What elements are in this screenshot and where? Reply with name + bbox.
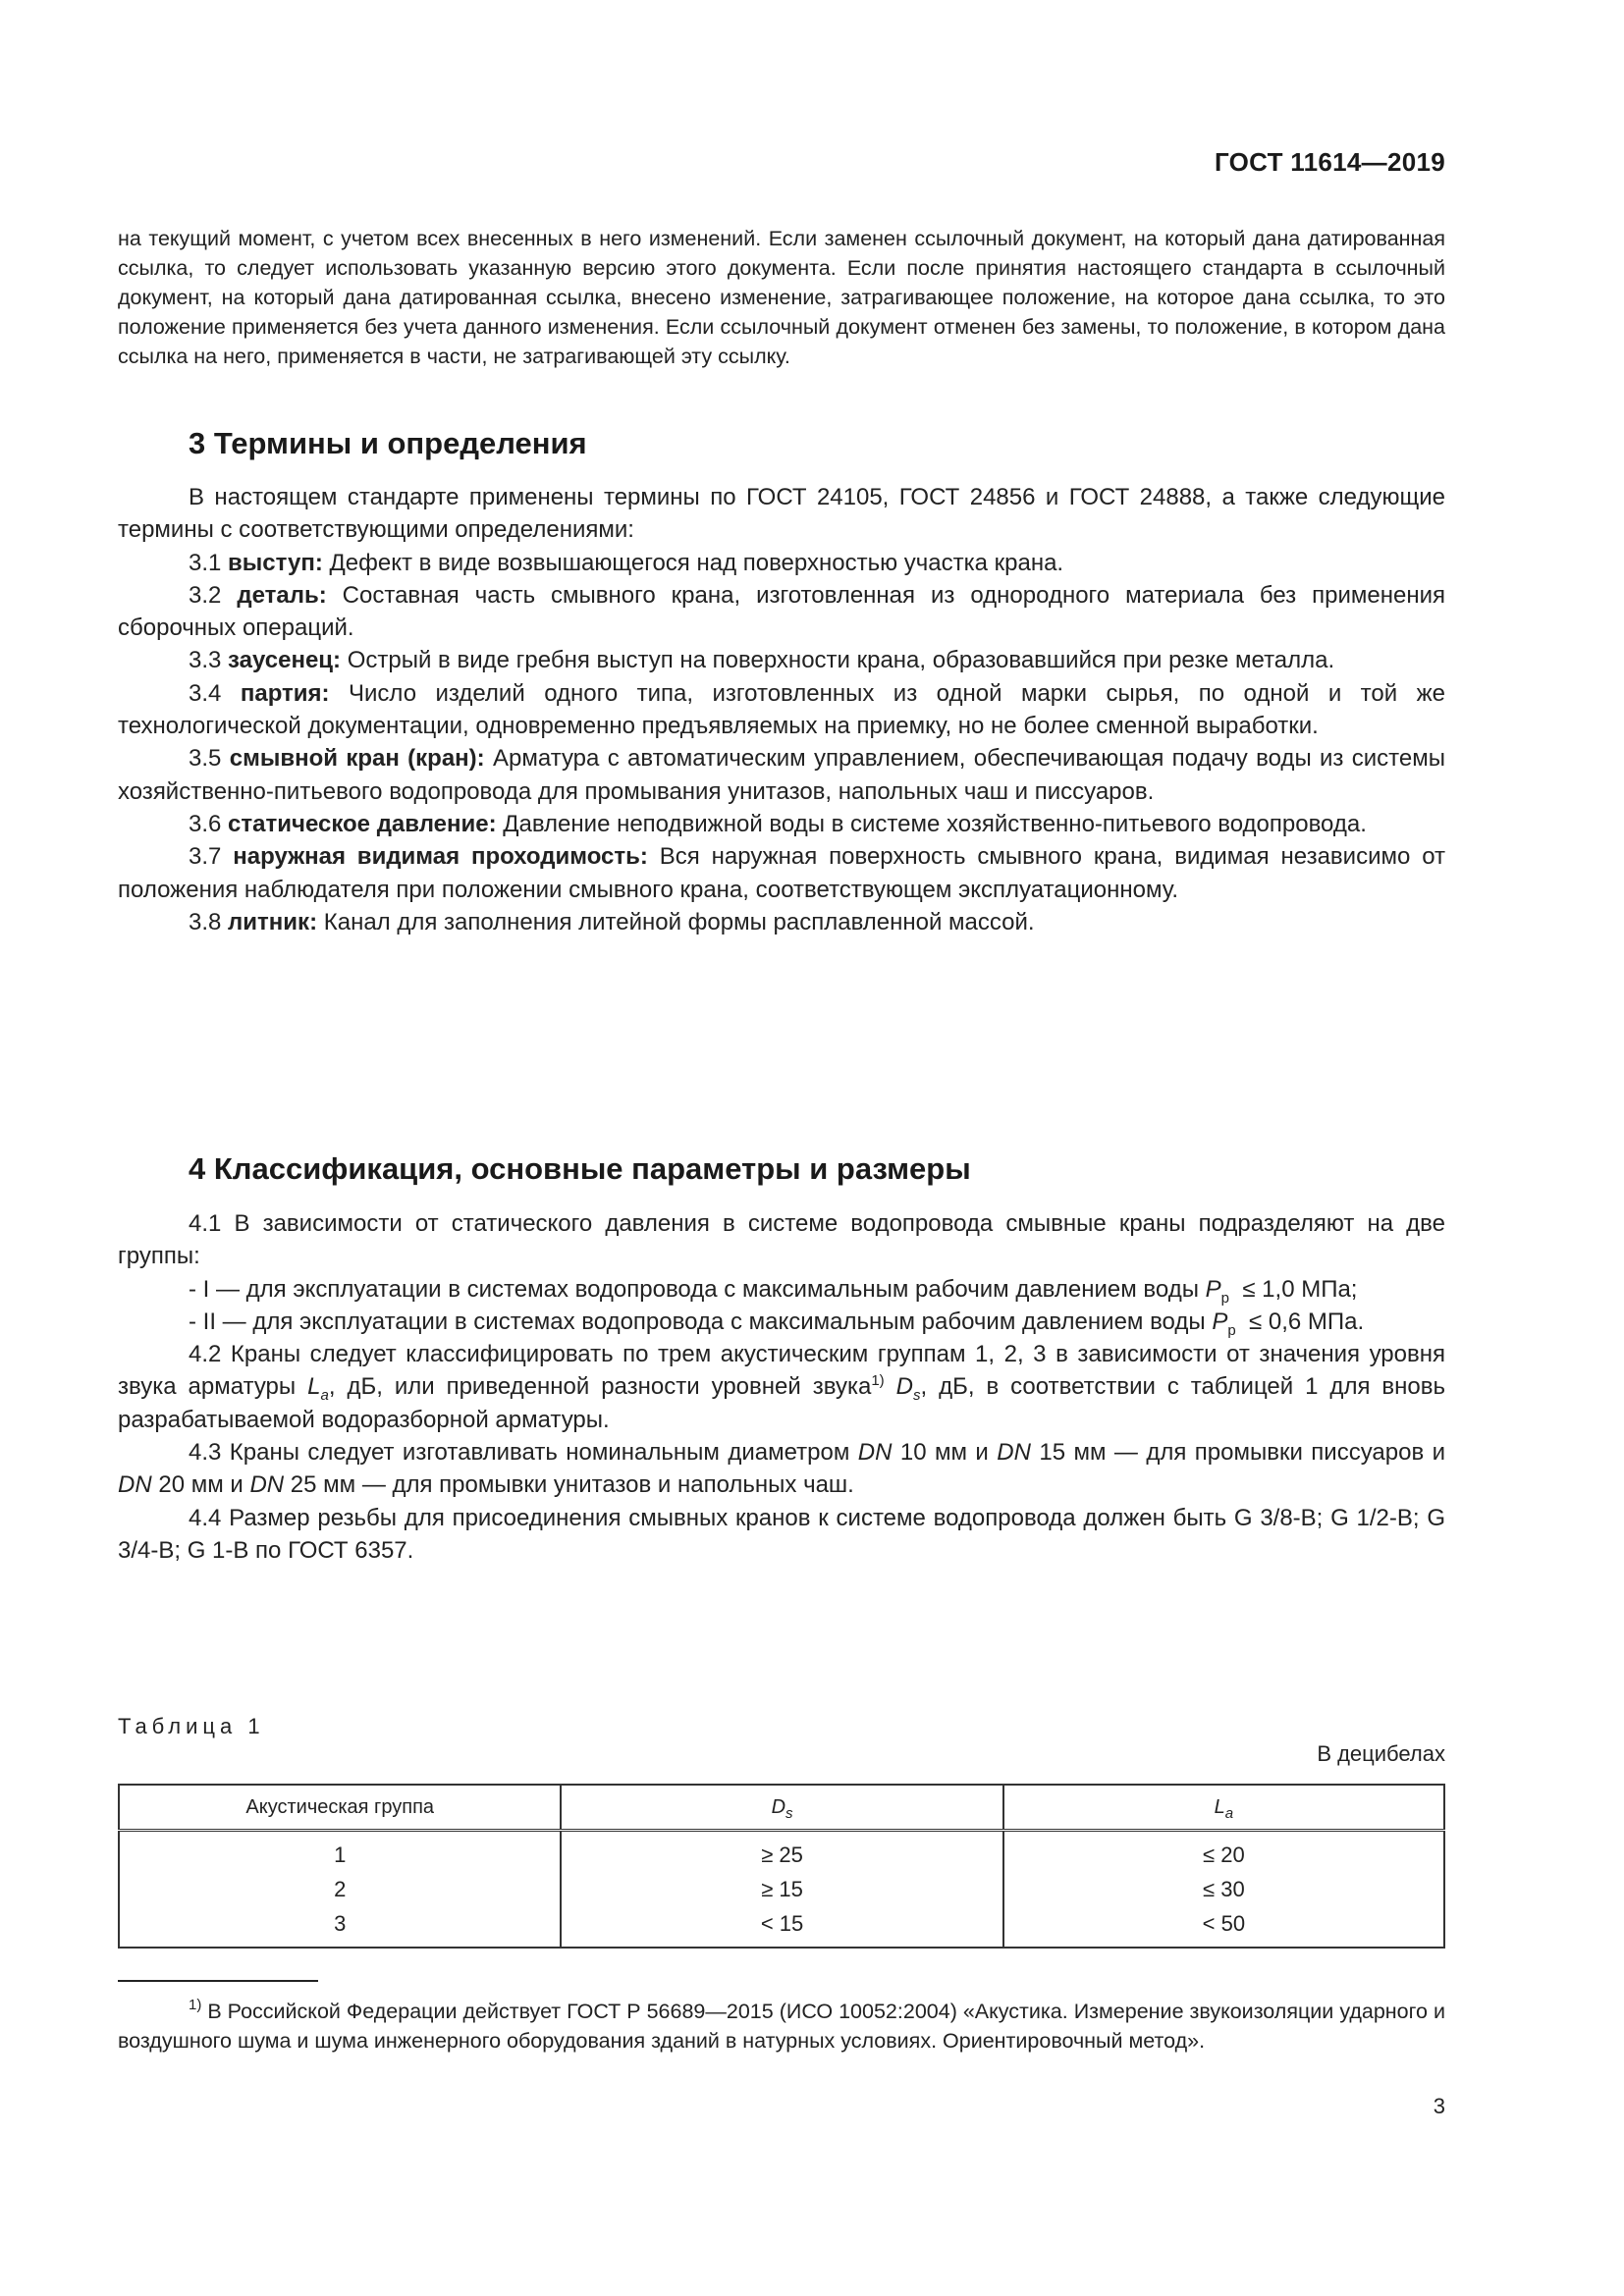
clause-4-1: 4.1 В зависимости от статического давления в системе водопровода смывные краны подразделяют на две группы: — [118, 1210, 1445, 1270]
term-3-4: 3.4 партия: Число изделий одного типа, изготовленных из одной марки сырья, по одной и той же технологической документации, одновременно предъявляемых на приемку, но не более сменной выработки. — [118, 679, 1446, 740]
term-3-5: 3.5 смывной кран (кран): Арматура с автоматическим управлением, обеспечивающая подачу воды из системы хозяйственно-питьевого водопровода для промывания унитазов, напольных чаш и писсуаров. — [118, 745, 1446, 805]
section-3-intro: В настоящем стандарте применены термины по ГОСТ 24105, ГОСТ 24856 и ГОСТ 24888, а также следующие термины с соответствующими определениями: — [118, 484, 1445, 544]
clause-4-4: 4.4 Размер резьбы для присоединения смывных кранов к системе водопровода должен быть G 3/8-B; G 1/2-B; G 3/4-B; G 1-B по ГОСТ 6357. — [118, 1504, 1445, 1564]
table-caption: Таблица 1 — [118, 1714, 265, 1738]
table-header-row — [119, 1785, 1444, 1831]
document-page — [118, 0, 1445, 2296]
table-row: 2 ≥ 15 ≤ 30 — [119, 1872, 1444, 1906]
section-4-title: 4 Классификация, основные параметры и размеры — [189, 1151, 971, 1186]
section-3-title: 3 Термины и определения — [189, 426, 587, 460]
header-ds: $D_s$ — [561, 1785, 1002, 1831]
term-3-3: 3.3 заусенец: Острый в виде гребня выступ на поверхности крана, образовавшийся при резке металла. — [189, 647, 1335, 674]
section-3-body — [118, 481, 1445, 938]
footnote-divider — [118, 1980, 318, 1982]
footnote-text: В Российской Федерации действует ГОСТ Р 56689—2015 (ИСО 10052:2004) «Акустика. Измерение звукоизоляции ударного и воздушного шума и шума инженерного оборудования зданий в натурных условиях. Ориентировочный метод». — [118, 2000, 1445, 2053]
page-number: 3 — [1433, 2094, 1445, 2118]
header-acoustic-group: Акустическая группа — [119, 1785, 561, 1831]
footnote-ref: 1) — [871, 1372, 885, 1390]
table-row: 1 ≥ 25 ≤ 20 — [119, 1831, 1444, 1873]
clause-4-3: 4.3 Краны следует изготавливать номинальным диаметром DN 10 мм и DN 15 мм — для промывки писсуаров и DN 20 мм и DN 25 мм — для промывки унитазов и напольных чаш. — [118, 1439, 1446, 1499]
term-3-7: 3.7 наружная видимая проходимость: Вся наружная поверхность смывного крана, видимая независимо от положения наблюдателя при положении смывного крана, соответствующем эксплуатационному. — [118, 843, 1446, 903]
header-la: $L_a$ — [1003, 1785, 1444, 1831]
group-2: - II — для эксплуатации в системах водопровода с максимальным рабочим давлением воды $P_р \le 0,6$ МПа. — [189, 1308, 1365, 1339]
acoustic-groups-table — [118, 1784, 1445, 1949]
table-row: 3 < 15 < 50 — [119, 1906, 1444, 1948]
term-3-1: 3.1 выступ: Дефект в виде возвышающегося над поверхностью участка крана. — [189, 549, 1064, 576]
standard-code: ГОСТ 11614—2019 — [1214, 147, 1445, 177]
term-3-6: 3.6 статическое давление: Давление неподвижной воды в системе хозяйственно-питьевого водопровода. — [189, 810, 1367, 837]
section-4-body — [118, 1207, 1445, 1567]
term-3-2: 3.2 деталь: Составная часть смывного крана, изготовленная из однородного материала без применения сборочных операций. — [118, 581, 1446, 642]
clause-4-2: 4.2 Краны следует классифицировать по трем акустическим группам 1, 2, 3 в зависимости от значения уровня звука арматуры $L_a$, дБ, или приведенной разности уровней звука$^{1)}$ $D_s$, дБ, в соответствии с таблицей 1 для вновь разрабатываемой водоразборной арматуры. — [118, 1341, 1445, 1433]
footnote-mark: 1) — [189, 1997, 202, 2013]
term-3-8: 3.8 литник: Канал для заполнения литейной формы расплавленной массой. — [189, 908, 1035, 935]
table-units: В децибелах — [1317, 1741, 1445, 1766]
footnote — [118, 1997, 1445, 2056]
group-1: - I — для эксплуатации в системах водопровода с максимальным рабочим давлением воды $P_р \le 1,0$ МПа; — [189, 1275, 1358, 1307]
continuation-paragraph: на текущий момент, с учетом всех внесенных в него изменений. Если заменен ссылочный документ, на который дана датированная ссылка, то следует использовать указанную версию этого документа. Если после принятия настоящего стандарта в ссылочный документ, на который дана датированная ссылка, внесено изменение, затрагивающее положение, на которое дана ссылка, то это положение применяется без учета данного изменения. Если ссылочный документ отменен без замены, то положение, в котором дана ссылка на него, применяется в части, не затрагивающей эту ссылку. — [118, 227, 1445, 368]
